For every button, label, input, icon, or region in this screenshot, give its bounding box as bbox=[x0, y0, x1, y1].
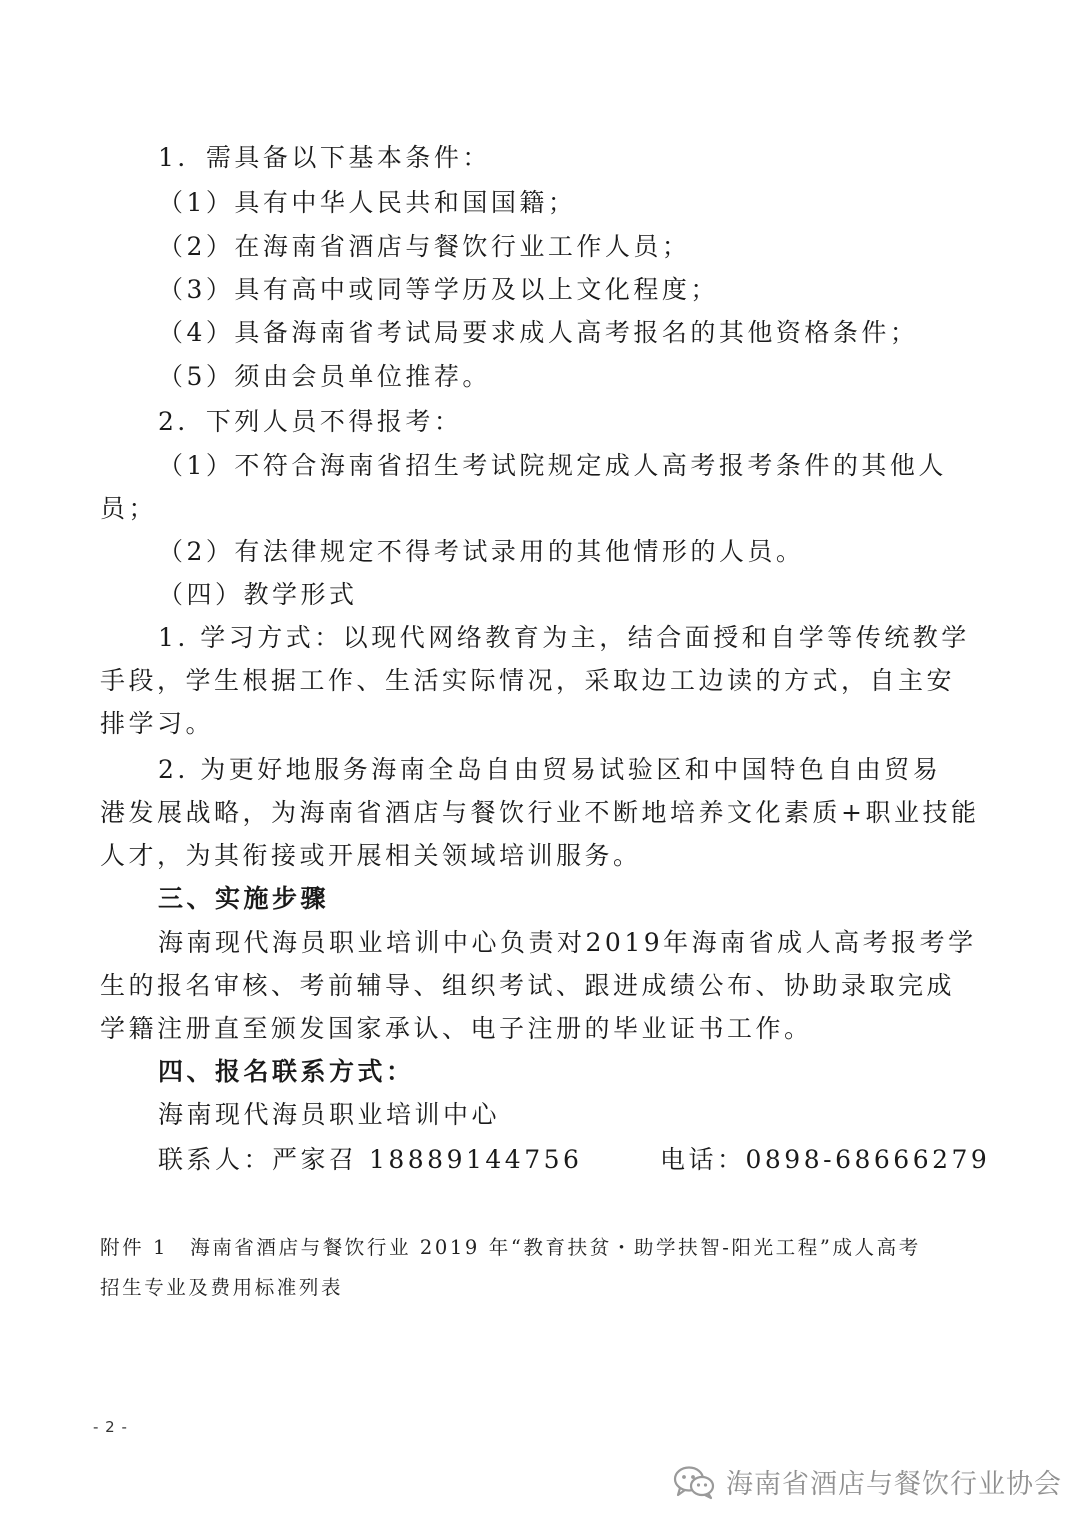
paragraph-line: 学籍注册直至颁发国家承认、电子注册的毕业证书工作。 bbox=[100, 1014, 813, 1043]
condition-heading: 1．需具备以下基本条件： bbox=[158, 143, 491, 172]
paragraph-line: 生的报名审核、考前辅导、组织考试、跟进成绩公布、协助录取完成 bbox=[100, 971, 956, 1000]
paragraph-line: 人才，为其衔接或开展相关领域培训服务。 bbox=[100, 841, 642, 870]
paragraph-line: 海南现代海员职业培训中心负责对2019年海南省成人高考报考学 bbox=[158, 928, 977, 957]
contact-person: 联系人：严家召 18889144756 bbox=[158, 1145, 583, 1174]
section-heading-teaching: （四）教学形式 bbox=[158, 580, 358, 609]
watermark bbox=[672, 1462, 1062, 1501]
section-heading-steps: 三、实施步骤 bbox=[158, 884, 330, 913]
paragraph-line: 排学习。 bbox=[100, 709, 215, 738]
condition-item: （2）在海南省酒店与餐饮行业工作人员； bbox=[158, 232, 691, 261]
condition-item: （3）具有高中或同等学历及以上文化程度； bbox=[158, 275, 719, 304]
wechat-icon bbox=[672, 1464, 716, 1500]
paragraph-line: 手段，学生根据工作、生活实际情况，采取边工边读的方式，自主安 bbox=[100, 666, 956, 695]
paragraph-line: 1. 学习方式：以现代网络教育为主，结合面授和自学等传统教学 bbox=[158, 623, 970, 652]
watermark-text: 海南省酒店与餐饮行业协会 bbox=[726, 1469, 1062, 1500]
exclusion-heading: 2．下列人员不得报考： bbox=[158, 407, 463, 436]
condition-item: （5）须由会员单位推荐。 bbox=[158, 362, 491, 391]
page-number: - 2 - bbox=[93, 1418, 128, 1436]
condition-item: （4）具备海南省考试局要求成人高考报名的其他资格条件； bbox=[158, 318, 919, 347]
attachment-title: 附件 1 海南省酒店与餐饮行业 2019 年“教育扶贫・助学扶智-阳光工程”成人高考 bbox=[100, 1236, 921, 1259]
paragraph-line: 港发展战略，为海南省酒店与餐饮行业不断地培养文化素质+职业技能 bbox=[100, 798, 980, 827]
exclusion-item: （2）有法律规定不得考试录用的其他情形的人员。 bbox=[158, 537, 805, 566]
section-heading-contact: 四、报名联系方式： bbox=[158, 1057, 415, 1086]
contact-phone: 电话：0898-68666279 bbox=[660, 1145, 991, 1174]
exclusion-item-continued: 员； bbox=[100, 494, 158, 523]
exclusion-item: （1）不符合海南省招生考试院规定成人高考报考条件的其他人 bbox=[158, 451, 947, 480]
paragraph-line: 2. 为更好地服务海南全岛自由贸易试验区和中国特色自由贸易 bbox=[158, 755, 942, 784]
attachment-title-continued: 招生专业及费用标准列表 bbox=[100, 1276, 344, 1299]
condition-item: （1）具有中华人民共和国国籍； bbox=[158, 188, 577, 217]
contact-organization: 海南现代海员职业培训中心 bbox=[158, 1100, 501, 1129]
